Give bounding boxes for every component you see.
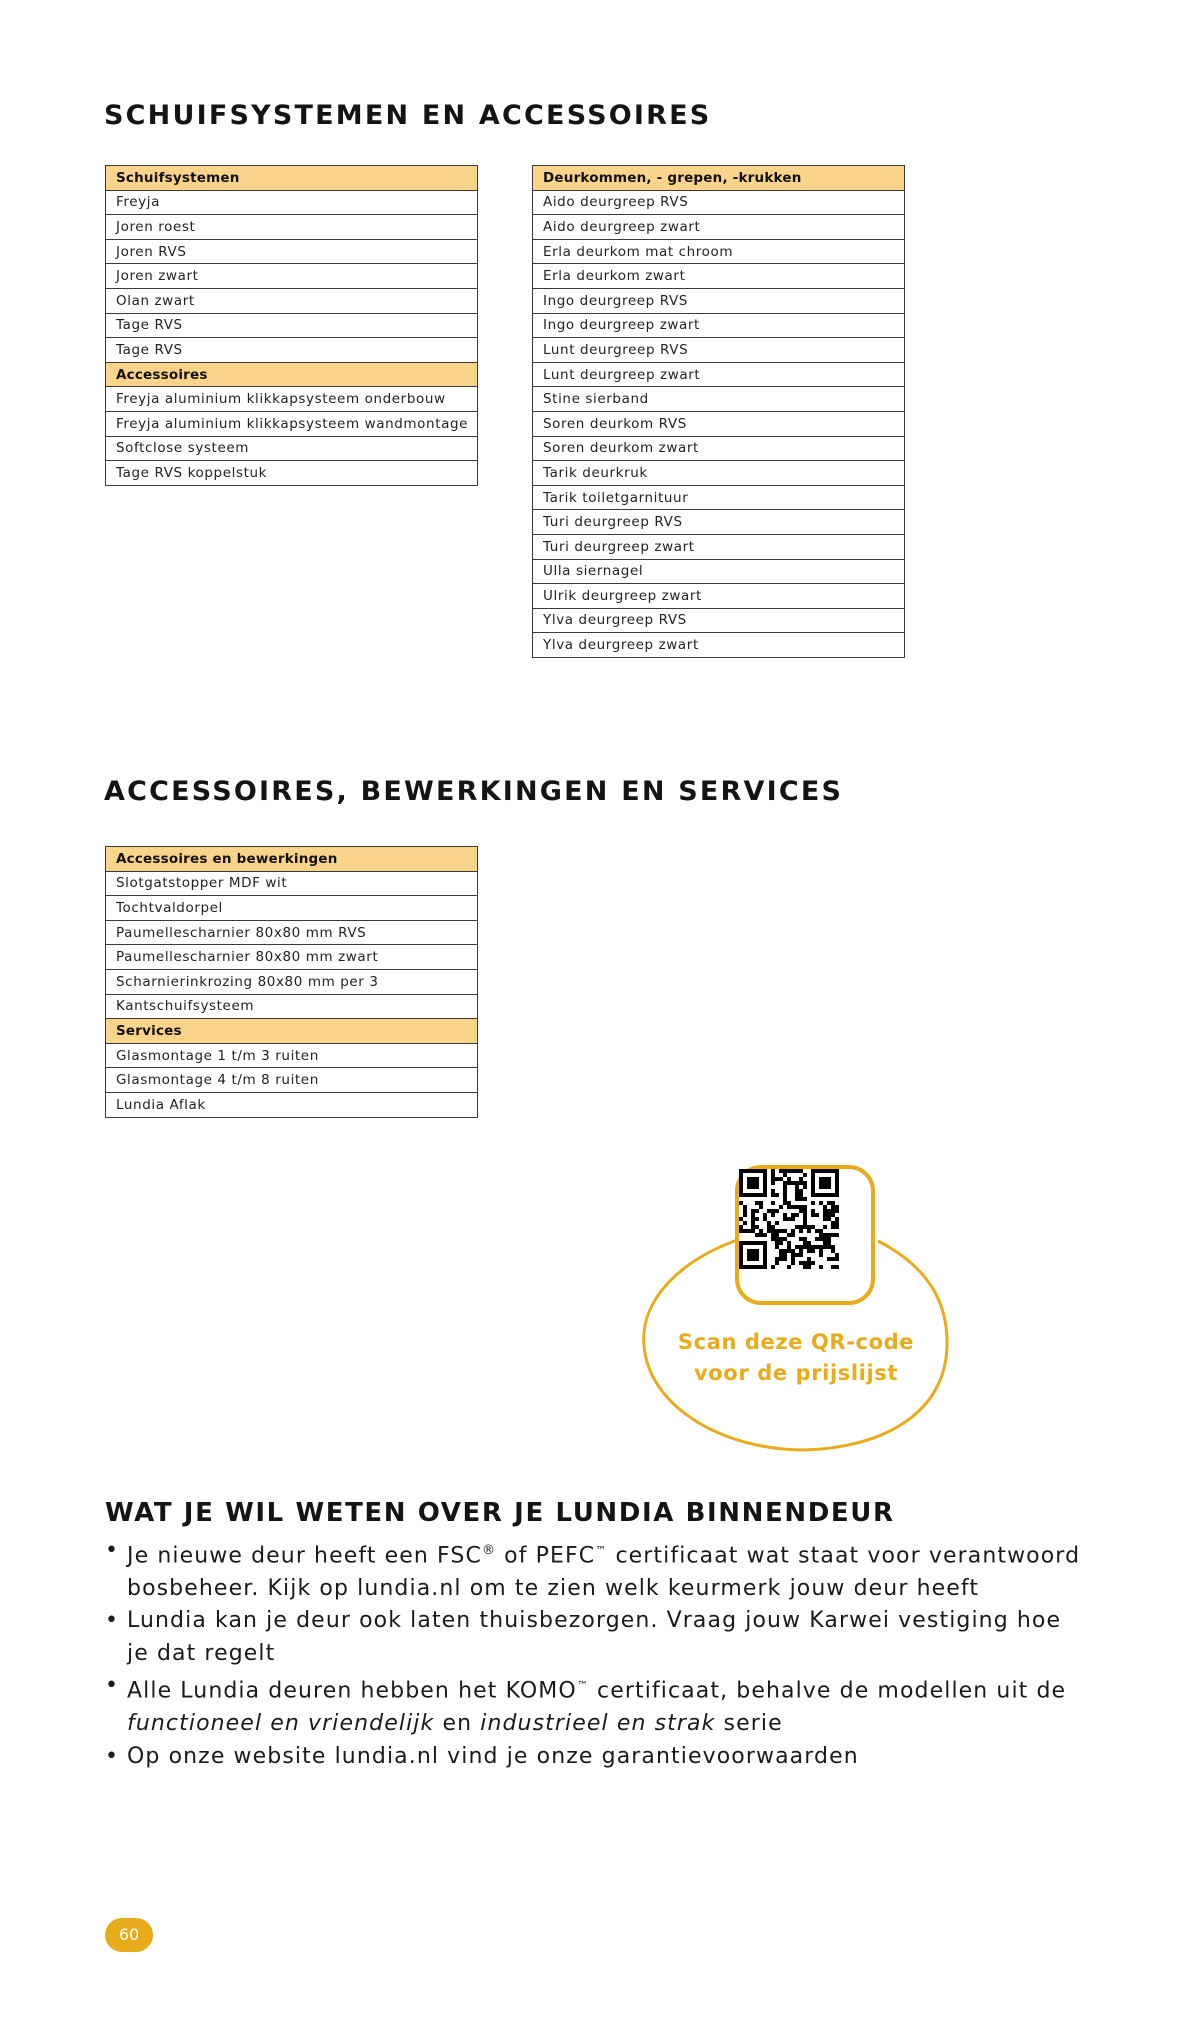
table-cell: Glasmontage 4 t/m 8 ruiten xyxy=(106,1068,478,1093)
table-cell: Soren deurkom zwart xyxy=(533,436,905,461)
table-row xyxy=(106,288,478,313)
table-cell: Erla deurkom mat chroom xyxy=(533,239,905,264)
table-row xyxy=(533,534,905,559)
table-cell: Ingo deurgreep RVS xyxy=(533,288,905,313)
list-item xyxy=(105,1535,1085,1605)
text: Je nieuwe deur heeft een FSC xyxy=(127,1543,482,1569)
table-row xyxy=(533,461,905,486)
trademark-mark: ™ xyxy=(595,1544,608,1557)
text: Lundia kan je deur ook laten thuisbezorgen. Vraag jouw Karwei vestiging hoe je dat regelt xyxy=(127,1608,1062,1666)
qr-caption xyxy=(640,1327,952,1389)
table-cell: Aido deurgreep RVS xyxy=(533,190,905,215)
info-list xyxy=(105,1535,1085,1773)
table-row xyxy=(533,215,905,240)
table-row xyxy=(533,608,905,633)
series-name: industrieel en strak xyxy=(480,1711,716,1737)
table-header-cell: Services xyxy=(106,1019,478,1044)
table-row xyxy=(106,387,478,412)
table-cell: Erla deurkom zwart xyxy=(533,264,905,289)
table-header-row xyxy=(106,362,478,387)
table-row xyxy=(106,338,478,363)
table-deurkommen xyxy=(532,165,905,658)
table-row xyxy=(106,215,478,240)
trademark-mark: ™ xyxy=(576,1679,589,1693)
table-row xyxy=(106,190,478,215)
table-cell: Lunt deurgreep zwart xyxy=(533,362,905,387)
table-cell: Joren zwart xyxy=(106,264,478,289)
table-header-cell: Schuifsystemen xyxy=(106,166,478,191)
table-header-row xyxy=(106,166,478,191)
table-row xyxy=(533,239,905,264)
text: certificaat wat staat voor verantwoord bosbeheer. Kijk op lundia.nl om te zien welk keurmerk jouw deur heeft xyxy=(127,1543,1081,1601)
section-title-accessoires-services: ACCESSOIRES, BEWERKINGEN EN SERVICES xyxy=(104,776,844,807)
table-row xyxy=(533,338,905,363)
text: of PEFC xyxy=(496,1543,596,1569)
table-row xyxy=(533,264,905,289)
table-cell: Ulla siernagel xyxy=(533,559,905,584)
table-row xyxy=(106,920,478,945)
table-row xyxy=(106,896,478,921)
qr-callout xyxy=(640,1165,952,1457)
table-row xyxy=(106,461,478,486)
table-row xyxy=(533,411,905,436)
bullet: • xyxy=(105,1673,120,1699)
section-title-schuifsystemen: SCHUIFSYSTEMEN EN ACCESSOIRES xyxy=(104,100,712,131)
table-cell: Tage RVS xyxy=(106,338,478,363)
table-header-cell: Accessoires en bewerkingen xyxy=(106,847,478,872)
table-header-row xyxy=(106,847,478,872)
table-row xyxy=(106,1068,478,1093)
table-cell: Glasmontage 1 t/m 3 ruiten xyxy=(106,1043,478,1068)
table-cell: Softclose systeem xyxy=(106,436,478,461)
table-cell: Kantschuifsysteem xyxy=(106,994,478,1019)
table-row xyxy=(533,584,905,609)
table-cell: Freyja aluminium klikkapsysteem wandmontage xyxy=(106,411,478,436)
bullet: • xyxy=(105,1608,120,1634)
table-row xyxy=(533,288,905,313)
table-accessoires-bewerkingen xyxy=(105,846,478,1118)
table-row xyxy=(106,264,478,289)
table-cell: Tage RVS koppelstuk xyxy=(106,461,478,486)
table-cell: Tochtvaldorpel xyxy=(106,896,478,921)
table-cell: Stine sierband xyxy=(533,387,905,412)
qr-frame xyxy=(735,1165,875,1305)
bullet: • xyxy=(105,1538,120,1563)
registered-mark: ® xyxy=(481,1543,497,1558)
table-row xyxy=(106,969,478,994)
list-item xyxy=(105,1741,1085,1774)
table-cell: Freyja aluminium klikkapsysteem onderbouw xyxy=(106,387,478,412)
text: certificaat, behalve de modellen uit de xyxy=(588,1678,1067,1704)
table-row xyxy=(533,190,905,215)
bullet: • xyxy=(105,1743,120,1769)
text: en xyxy=(434,1711,481,1737)
table-row xyxy=(106,945,478,970)
table-cell: Freyja xyxy=(106,190,478,215)
qr-code-icon[interactable] xyxy=(739,1169,839,1269)
page-number: 60 xyxy=(105,1918,153,1952)
table-cell: Turi deurgreep zwart xyxy=(533,534,905,559)
table-cell: Slotgatstopper MDF wit xyxy=(106,871,478,896)
table-header-cell: Deurkommen, - grepen, -krukken xyxy=(533,166,905,191)
table-row xyxy=(106,1043,478,1068)
text: serie xyxy=(715,1711,783,1737)
table-schuifsystemen xyxy=(105,165,478,486)
table-cell: Tarik deurkruk xyxy=(533,461,905,486)
series-name: functioneel en vriendelijk xyxy=(127,1711,435,1737)
table-row xyxy=(106,1092,478,1117)
list-item xyxy=(105,1670,1085,1740)
qr-caption-line2: voor de prijslijst xyxy=(693,1361,898,1385)
table-cell: Ylva deurgreep zwart xyxy=(533,633,905,658)
table-cell: Olan zwart xyxy=(106,288,478,313)
text: Op onze website lundia.nl vind je onze garantievoorwaarden xyxy=(127,1743,859,1769)
table-row xyxy=(533,436,905,461)
table-cell: Ingo deurgreep zwart xyxy=(533,313,905,338)
table-row xyxy=(533,313,905,338)
table-row xyxy=(533,633,905,658)
table-cell: Ylva deurgreep RVS xyxy=(533,608,905,633)
table-cell: Lunt deurgreep RVS xyxy=(533,338,905,363)
text: Alle Lundia deuren hebben het KOMO xyxy=(127,1678,577,1704)
table-row xyxy=(106,313,478,338)
table-row xyxy=(533,485,905,510)
table-row xyxy=(106,436,478,461)
table-cell: Tage RVS xyxy=(106,313,478,338)
table-cell: Lundia Aflak xyxy=(106,1092,478,1117)
table-row xyxy=(106,411,478,436)
table-header-row xyxy=(533,166,905,191)
table-cell: Scharnierinkrozing 80x80 mm per 3 xyxy=(106,969,478,994)
table-cell: Paumellescharnier 80x80 mm zwart xyxy=(106,945,478,970)
info-title: WAT JE WIL WETEN OVER JE LUNDIA BINNENDEUR xyxy=(105,1498,895,1528)
table-cell: Aido deurgreep zwart xyxy=(533,215,905,240)
list-item xyxy=(105,1605,1085,1670)
table-cell: Joren roest xyxy=(106,215,478,240)
table-header-cell: Accessoires xyxy=(106,362,478,387)
table-row xyxy=(533,510,905,535)
table-header-row xyxy=(106,1019,478,1044)
qr-caption-line1: Scan deze QR-code xyxy=(677,1330,915,1354)
table-row xyxy=(533,559,905,584)
table-cell: Ulrik deurgreep zwart xyxy=(533,584,905,609)
table-cell: Soren deurkom RVS xyxy=(533,411,905,436)
table-row xyxy=(106,994,478,1019)
table-cell: Turi deurgreep RVS xyxy=(533,510,905,535)
table-cell: Tarik toiletgarnituur xyxy=(533,485,905,510)
table-row xyxy=(106,239,478,264)
table-cell: Joren RVS xyxy=(106,239,478,264)
table-row xyxy=(533,362,905,387)
table-row xyxy=(533,387,905,412)
table-cell: Paumellescharnier 80x80 mm RVS xyxy=(106,920,478,945)
table-row xyxy=(106,871,478,896)
